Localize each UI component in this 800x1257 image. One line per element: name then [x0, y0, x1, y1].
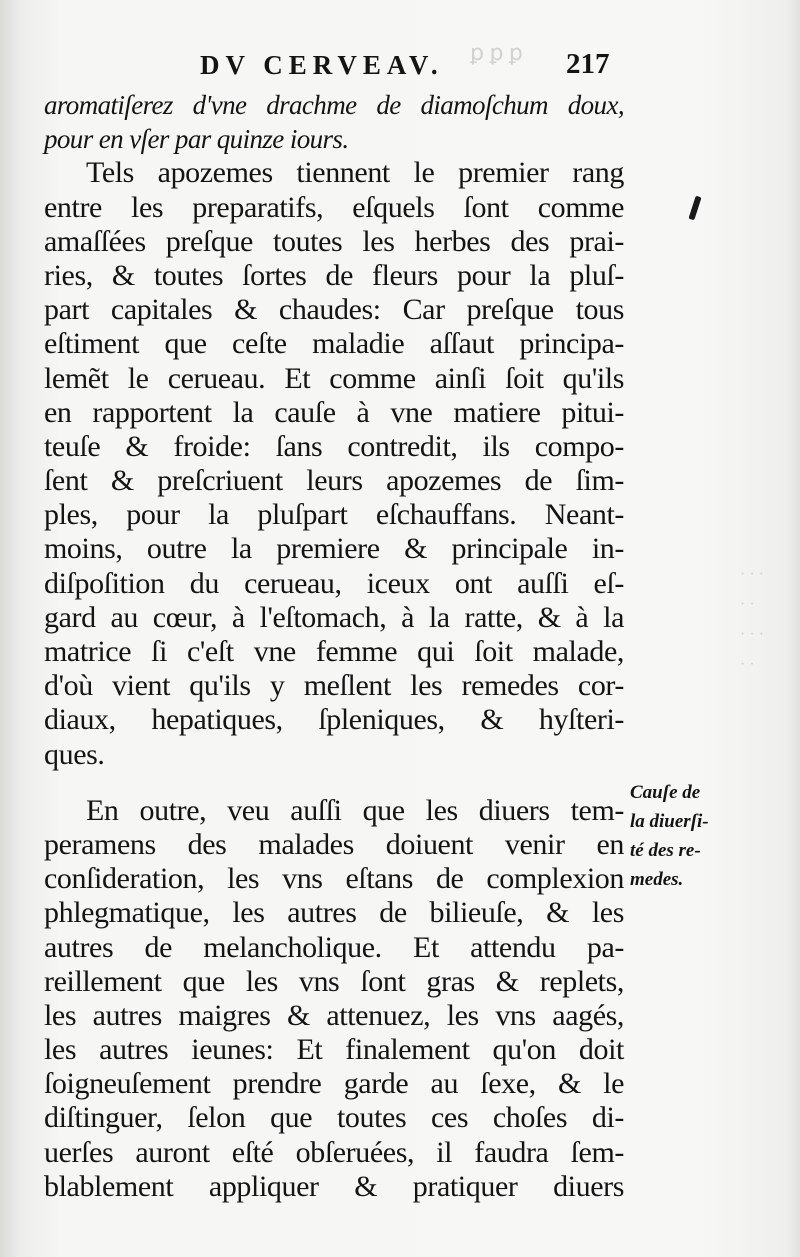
text-line: d'où vient qu'ils y meſlent les remedes cor-	[44, 669, 624, 703]
page-number: 217	[566, 48, 610, 80]
bleed-through-mark: · · · · · · · · · ·	[740, 566, 764, 673]
text-line: ques.	[44, 737, 105, 771]
bleed-through-mark: ꝑ ꝑ ꝑ	[470, 40, 523, 65]
text-line: Tels apozemes tiennent le premier rang	[86, 156, 624, 190]
text-line: ries, & toutes ſortes de fleurs pour la pluſ-	[44, 258, 624, 292]
text-line: part capitales & chaudes: Car preſque tous	[44, 293, 624, 327]
margin-note-line: la diuerſi-	[630, 811, 709, 832]
text-line: diaux, hepatiques, ſpleniques, & hyſteri-	[44, 703, 624, 737]
text-line: gard au cœur, à l'eſtomach, à la ratte, & à la	[44, 600, 624, 634]
text-line: conſideration, les vns eſtans de complexion	[44, 862, 624, 896]
text-line: autres de melancholique. Et attendu pa-	[44, 930, 624, 964]
text-line: diſtinguer, ſelon que toutes ces choſes di-	[44, 1101, 624, 1135]
page-header	[0, 48, 800, 88]
text-line: matrice ſi c'eſt vne femme qui ſoit malade,	[44, 635, 624, 668]
text-line: ples, pour la pluſpart eſchauffans. Neant-	[44, 498, 624, 532]
text-line: lemẽt le cerueau. Et comme ainſi ſoit qu'ils	[44, 361, 624, 395]
text-line: entre les preparatifs, eſquels ſont comme	[44, 190, 624, 224]
text-line: amaſſées preſque toutes les herbes des prai-	[44, 224, 624, 258]
text-line: les autres ieunes: Et finalement qu'on doit	[44, 1033, 624, 1067]
text-line: uerſes auront eſté obſeruées, il faudra ſem-	[44, 1135, 624, 1169]
text-line: ſent & preſcriuent leurs apozemes de ſim-	[44, 464, 624, 498]
text-line: moins, outre la premiere & principale in-	[44, 532, 624, 566]
text-line: phlegmatique, les autres de bilieuſe, & les	[44, 896, 624, 930]
text-line: les autres maigres & attenuez, les vns aagés,	[44, 998, 624, 1032]
text-line: aromatiſerez d'vne drachme de diamoſchum doux,	[44, 90, 624, 120]
text-line: blablement appliquer & pratiquer diuers	[44, 1169, 624, 1203]
running-head: DV CERVEAV.	[200, 50, 444, 80]
text-line: En outre, veu auſſi que les diuers tem-	[86, 793, 624, 827]
paragraph-gap	[44, 772, 624, 794]
text-line: reillement que les vns ſont gras & replets,	[44, 964, 624, 998]
text-line: diſpoſition du cerueau, iceux ont auſſi eſ-	[44, 566, 624, 600]
text-line: pour en vſer par quinze iours.	[44, 124, 349, 155]
margin-note	[630, 778, 740, 894]
text-line: ſoigneuſement prendre garde au ſexe, & le	[44, 1067, 624, 1101]
text-line: peramens des malades doiuent venir en	[44, 827, 624, 861]
text-line: en rapportent la cauſe à vne matiere pitui-	[44, 395, 624, 429]
margin-note-line: Cauſe de	[630, 782, 701, 803]
margin-note-line: medes.	[630, 869, 684, 890]
text-line: eſtiment que ceſte maladie aſſaut principa-	[44, 327, 624, 361]
text-line: teuſe & froide: ſans contredit, ils compo-	[44, 429, 624, 463]
margin-note-line: té des re-	[630, 840, 701, 861]
main-text	[44, 88, 624, 1204]
ink-mark	[688, 196, 701, 221]
